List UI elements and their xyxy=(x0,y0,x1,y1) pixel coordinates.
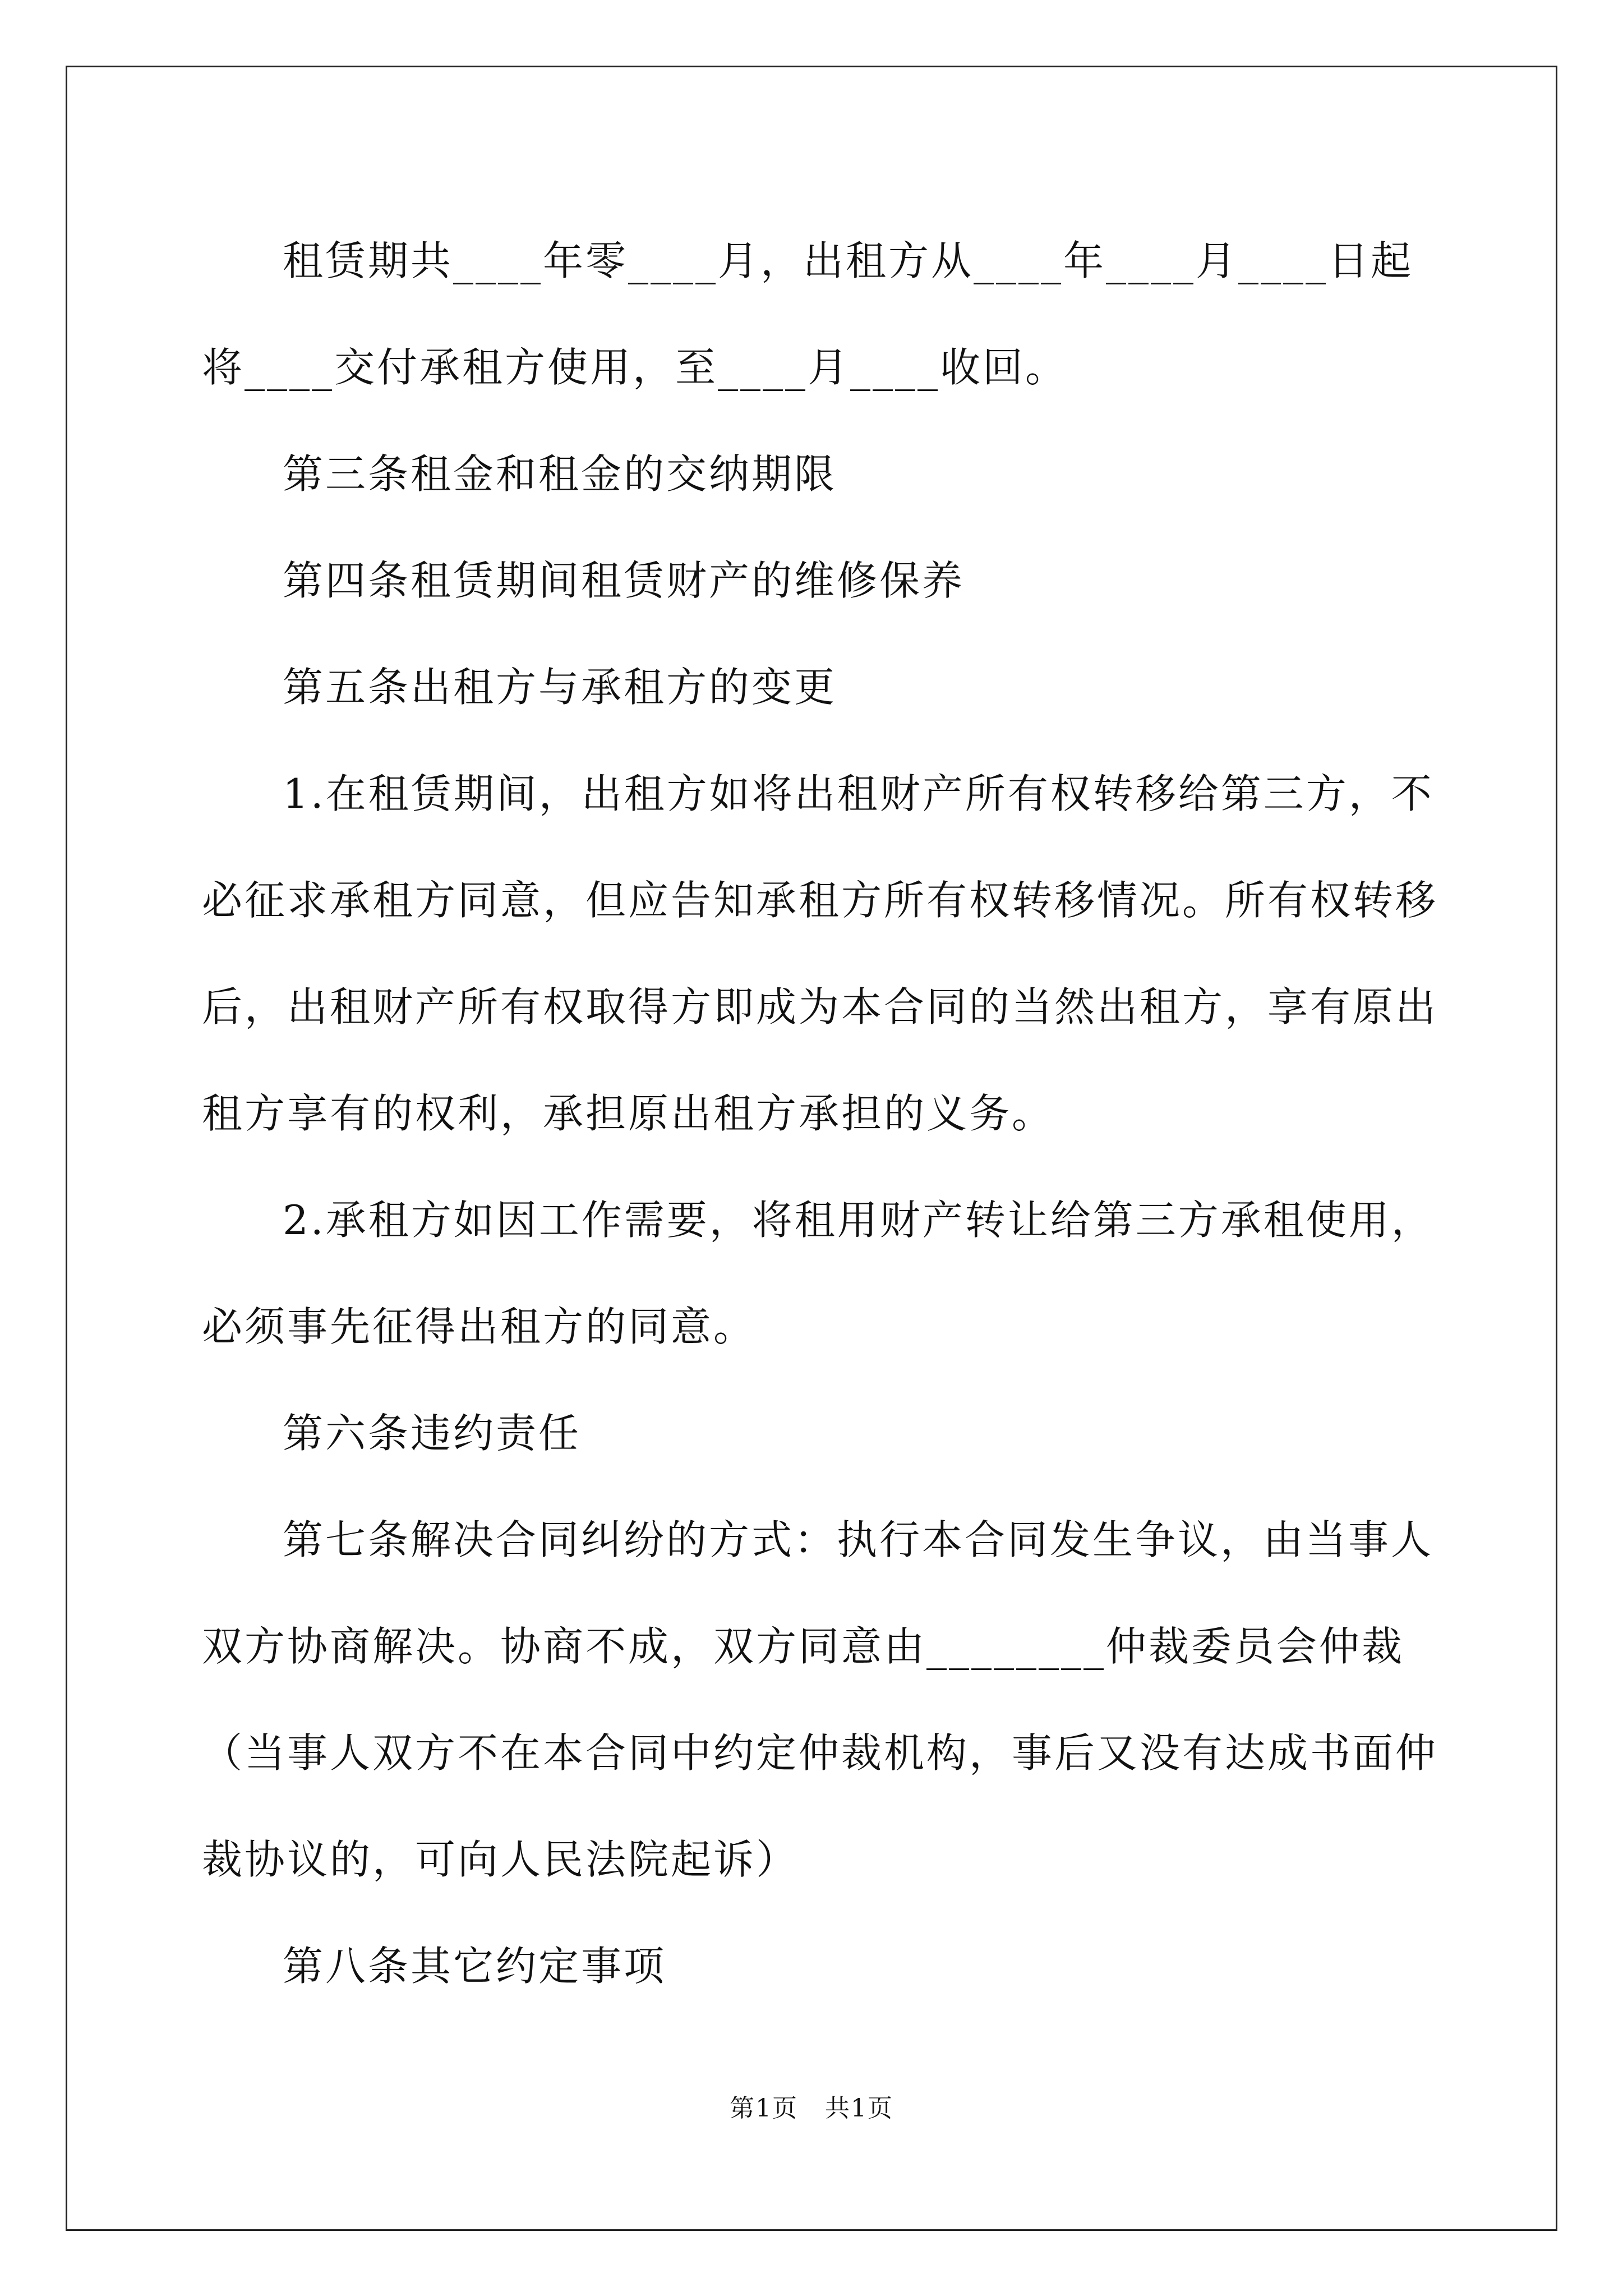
paragraph-article-5-item-1: 1.在租赁期间，出租方如将出租财产所有权转移给第三方，不必征求承租方同意，但应告知承租方所有权转移情况。所有权转移后，出租财产所有权取得方即成为本合同的当然出租方，享有原出租方享有的权利，承担原出租方承担的义务。 xyxy=(202,770,1438,1137)
paragraph-article-7: 第七条解决合同纠纷的方式：执行本合同发生争议，由当事人双方协商解决。协商不成，双方同意由________仲裁委员会仲裁（当事人双方不在本合同中约定仲裁机构，事后又没有达成书面仲裁协议的，可向人民法院起诉） xyxy=(202,1516,1438,1883)
paragraph-article-6: 第六条违约责任 xyxy=(283,1410,582,1457)
document-body xyxy=(202,208,1453,2019)
paragraph-article-5: 第五条出租方与承租方的变更 xyxy=(283,664,837,711)
page-footer xyxy=(0,2088,1623,2124)
paragraph-article-8: 第八条其它约定事项 xyxy=(283,1943,667,1990)
page-number: 第1页 xyxy=(730,2094,798,2123)
paragraph-lease-term: 租赁期共____年零____月，出租方从____年____月____日起将____交付承租方使用，至____月____收回。 xyxy=(202,237,1414,391)
paragraph-article-3: 第三条租金和租金的交纳期限 xyxy=(283,450,837,498)
page-total: 共1页 xyxy=(825,2094,893,2123)
paragraph-article-4: 第四条租赁期间租赁财产的维修保养 xyxy=(283,557,965,604)
paragraph-article-5-item-2: 2.承租方如因工作需要，将租用财产转让给第三方承租使用，必须事先征得出租方的同意。 xyxy=(202,1197,1434,1350)
